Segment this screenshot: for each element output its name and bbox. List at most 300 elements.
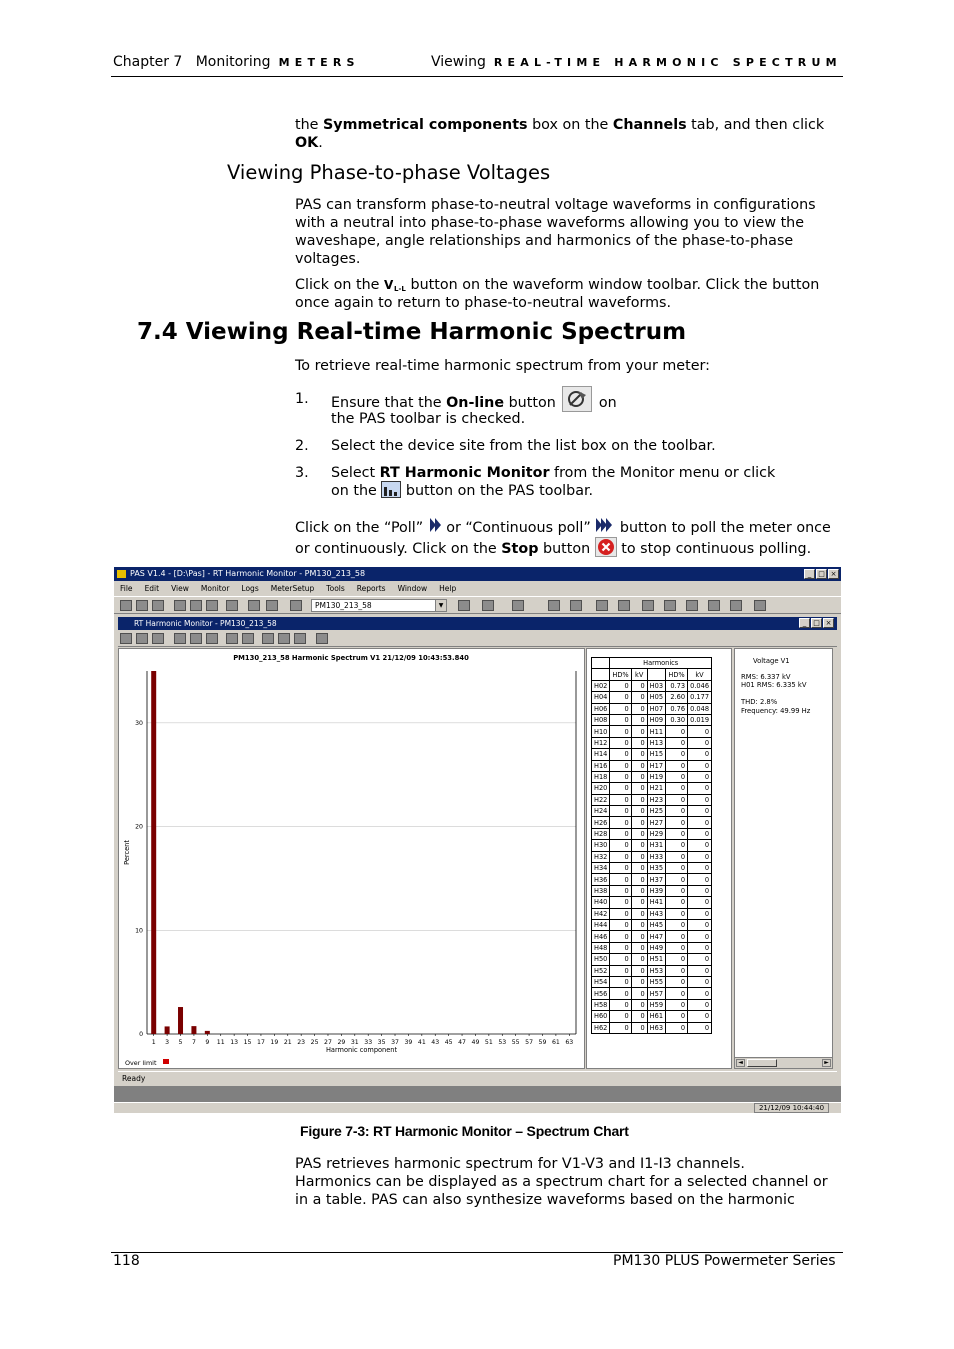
harmonic-order: H03 <box>647 680 665 691</box>
chapter-label: Chapter 7 <box>113 54 183 70</box>
table-cell: 0 <box>610 726 631 737</box>
menu-reports[interactable]: Reports <box>356 584 386 593</box>
save-icon[interactable] <box>136 600 148 611</box>
table-cell: 0 <box>610 897 631 908</box>
online-icon[interactable] <box>290 600 302 611</box>
table-row <box>592 999 712 1010</box>
preview-icon[interactable] <box>248 600 260 611</box>
harmonic-order: H22 <box>592 794 610 805</box>
harmonic-order: H33 <box>647 851 665 862</box>
table-cell: 0 <box>631 954 647 965</box>
x-tick-label: 9 <box>205 1039 210 1046</box>
x-tick-label: 43 <box>431 1039 440 1046</box>
harmonic-order: H15 <box>647 749 665 760</box>
table-cell: 0 <box>688 817 712 828</box>
step-3-number: 3. <box>295 465 309 481</box>
body-paragraph: PAS retrieves harmonic spectrum for V1-V3 and I1-I3 channels. Harmonics can be displayed as a spectrum chart for a selected channel or in a table. PAS can also synthesize waveforms based on the harmonic <box>295 1156 828 1208</box>
status-clock: 21/12/09 10:44:40 <box>754 1103 829 1113</box>
app-status-bar <box>114 1102 841 1113</box>
table-cell: 0 <box>631 714 647 725</box>
table-cell: 0 <box>666 908 688 919</box>
table-cell: 0.019 <box>688 714 712 725</box>
harmonic-order: H58 <box>592 999 610 1010</box>
table-cell: 0 <box>666 965 688 976</box>
harmonic-order: H24 <box>592 806 610 817</box>
table-cell: 0 <box>688 737 712 748</box>
topic-caps: REAL-TIME HARMONIC SPECTRUM <box>493 56 842 69</box>
table-cell: 0 <box>610 783 631 794</box>
table-cell: 0 <box>631 703 647 714</box>
info-h01: H01 RMS: 6.335 kV <box>741 681 807 689</box>
harmonic-order: H04 <box>592 692 610 703</box>
y-tick-label: 20 <box>135 823 143 831</box>
table-row <box>592 726 712 737</box>
properties-icon[interactable] <box>266 600 278 611</box>
table-cell: 0 <box>666 874 688 885</box>
harmonic-order: H41 <box>647 897 665 908</box>
table-row <box>592 817 712 828</box>
harmonic-order: H06 <box>592 703 610 714</box>
x-tick-label: 5 <box>178 1039 183 1046</box>
table-cell: 0 <box>631 680 647 691</box>
table-cell: 0 <box>688 726 712 737</box>
table-cell: 0 <box>610 794 631 805</box>
harmonic-order: H63 <box>647 1022 665 1033</box>
table-row <box>592 988 712 999</box>
table-cell: 0 <box>631 976 647 987</box>
table-cell: 0 <box>610 771 631 782</box>
x-tick-label: 19 <box>270 1039 279 1046</box>
table-cell: 0 <box>688 931 712 942</box>
table-cell: 0 <box>688 806 712 817</box>
table-cell: 0 <box>610 703 631 714</box>
svg-text:V: V <box>383 278 394 292</box>
stop-toolbar-icon[interactable] <box>294 633 306 644</box>
table-row <box>592 851 712 862</box>
x-tick-label: 59 <box>538 1039 547 1046</box>
table-cell: 0 <box>631 737 647 748</box>
table-cell: 0 <box>631 931 647 942</box>
vll-button-icon <box>384 277 406 293</box>
x-tick-label: 23 <box>297 1039 306 1046</box>
x-tick-label: 15 <box>243 1039 252 1046</box>
table-row <box>592 942 712 953</box>
x-tick-label: 3 <box>165 1039 170 1046</box>
harmonic-order: H43 <box>647 908 665 919</box>
save-all-icon[interactable] <box>152 600 164 611</box>
x-tick-label: 29 <box>337 1039 346 1046</box>
table-cell: 0 <box>610 931 631 942</box>
open-icon[interactable] <box>120 600 132 611</box>
menu-window[interactable]: Window <box>397 584 428 593</box>
subheading-phase-voltages: Viewing Phase-to-phase Voltages <box>227 161 551 184</box>
table-cell: 0 <box>688 954 712 965</box>
bar <box>165 1026 170 1034</box>
child-close-button[interactable]: × <box>823 618 834 628</box>
table-row <box>592 783 712 794</box>
harmonic-order: H59 <box>647 999 665 1010</box>
harmonic-order: H07 <box>647 703 665 714</box>
table-cell: 0 <box>688 976 712 987</box>
table-cell: 0 <box>631 817 647 828</box>
table-cell: 0 <box>666 794 688 805</box>
cut-icon[interactable] <box>174 600 186 611</box>
report-icon[interactable] <box>686 600 698 611</box>
table-cell: 0 <box>610 817 631 828</box>
x-tick-label: 7 <box>191 1039 196 1046</box>
table-header-row <box>592 669 712 680</box>
table-cell: 0 <box>666 726 688 737</box>
menu-logs[interactable]: Logs <box>241 584 259 593</box>
header-rule <box>111 76 843 77</box>
legend-label: Over limit <box>125 1059 157 1067</box>
table-row <box>592 794 712 805</box>
harmonic-order: H26 <box>592 817 610 828</box>
x-axis-label: Harmonic component <box>325 1046 398 1054</box>
monitor-icon[interactable] <box>482 600 494 611</box>
table-row <box>592 714 712 725</box>
info-pane <box>734 648 833 1069</box>
table-cell: 0 <box>666 954 688 965</box>
table-row <box>592 749 712 760</box>
help-toolbar-icon[interactable] <box>316 633 328 644</box>
harmonic-order: H14 <box>592 749 610 760</box>
table-cell: 0 <box>666 737 688 748</box>
harmonic-order: H38 <box>592 885 610 896</box>
bar <box>178 1007 183 1034</box>
table-cell: 0 <box>666 771 688 782</box>
table-cell: 0 <box>666 828 688 839</box>
harmonic-order: H37 <box>647 874 665 885</box>
table-row <box>592 1022 712 1033</box>
table-cell: 0 <box>688 965 712 976</box>
running-header-left <box>113 54 360 70</box>
table-cell: 0 <box>688 908 712 919</box>
menu-help[interactable]: Help <box>439 584 457 593</box>
device-icon[interactable] <box>512 600 524 611</box>
scroll-thumb[interactable] <box>747 1059 777 1067</box>
column-header: kV <box>631 669 647 680</box>
child-maximize-button[interactable]: □ <box>811 618 822 628</box>
paste-icon[interactable] <box>206 600 218 611</box>
chart-pane <box>118 648 585 1069</box>
harmonic-order: H18 <box>592 771 610 782</box>
table-cell: 0 <box>666 976 688 987</box>
poll-toolbar-icon[interactable] <box>262 633 274 644</box>
table-cell: 0 <box>666 1022 688 1033</box>
table-cell: 0 <box>610 806 631 817</box>
poll-paragraph: Click on the “Poll” or “Continuous poll” button to poll the meter once or continuously. Click on the Stop button to stop continuous polling. <box>295 519 843 559</box>
tool-icon[interactable] <box>642 600 654 611</box>
x-tick-label: 37 <box>391 1039 399 1046</box>
menu-metersetup[interactable]: MeterSetup <box>270 584 315 593</box>
harmonic-order: H34 <box>592 863 610 874</box>
chart-view-icon[interactable] <box>136 633 148 644</box>
table-cell: 0 <box>688 919 712 930</box>
close-button[interactable]: × <box>828 569 839 579</box>
harmonic-order: H19 <box>647 771 665 782</box>
menu-monitor[interactable]: Monitor <box>200 584 230 593</box>
table-corner <box>592 658 610 669</box>
harmonic-order: H46 <box>592 931 610 942</box>
table-row <box>592 897 712 908</box>
x-tick-label: 53 <box>498 1039 507 1046</box>
x-tick-label: 33 <box>364 1039 373 1046</box>
table-row <box>592 760 712 771</box>
section-heading: 7.4 Viewing Real-time Harmonic Spectrum <box>137 319 687 345</box>
harmonic-order: H50 <box>592 954 610 965</box>
table-title-row <box>592 658 712 669</box>
table-cell: 0 <box>631 1011 647 1022</box>
table-view-icon[interactable] <box>120 633 132 644</box>
fit-icon[interactable] <box>242 633 254 644</box>
table-cell: 0 <box>688 942 712 953</box>
table-cell: 0 <box>688 897 712 908</box>
table-cell: 0 <box>631 749 647 760</box>
harmonic-order: H52 <box>592 965 610 976</box>
pas-screenshot <box>114 567 841 1113</box>
table-cell: 0 <box>631 919 647 930</box>
image-icon[interactable] <box>548 600 560 611</box>
harmonic-order: H32 <box>592 851 610 862</box>
table-cell: 0 <box>666 840 688 851</box>
stop-square-icon[interactable] <box>618 600 630 611</box>
table-cell: 0 <box>610 714 631 725</box>
horizontal-scrollbar[interactable] <box>735 1057 832 1068</box>
table-row <box>592 931 712 942</box>
y-tick-label: 0 <box>139 1031 143 1038</box>
table-cell: 0 <box>610 965 631 976</box>
child-minimize-button[interactable]: _ <box>799 618 810 628</box>
table-row <box>592 771 712 782</box>
scroll-left-arrow[interactable]: ◄ <box>736 1059 745 1067</box>
bar <box>205 1031 210 1034</box>
zoom-icon[interactable] <box>226 633 238 644</box>
table-cell: 0 <box>688 988 712 999</box>
retrieve-paragraph: To retrieve real-time harmonic spectrum from your meter: <box>295 358 710 374</box>
x-tick-label: 27 <box>324 1039 332 1046</box>
gen-icon[interactable] <box>708 600 720 611</box>
table-cell: 0 <box>631 897 647 908</box>
menu-file[interactable]: File <box>120 584 133 593</box>
table-cell: 0 <box>666 749 688 760</box>
harmonic-order: H57 <box>647 988 665 999</box>
y-axis-label: Percent <box>123 840 131 865</box>
menu-bar <box>114 582 841 595</box>
table-row <box>592 828 712 839</box>
harmonic-order: H08 <box>592 714 610 725</box>
table-cell: 0.73 <box>666 680 688 691</box>
harmonic-order: H49 <box>647 942 665 953</box>
page-number: 118 <box>113 1253 140 1269</box>
step-1-text: Ensure that the On-line button on <box>331 390 617 416</box>
table-icon[interactable] <box>458 600 470 611</box>
table-header-blank <box>592 669 610 680</box>
table-cell: 0 <box>666 919 688 930</box>
table-cell: 0 <box>610 749 631 760</box>
table-cell: 2.60 <box>666 692 688 703</box>
menu-tools[interactable]: Tools <box>326 584 345 593</box>
x-tick-label: 57 <box>525 1039 534 1046</box>
table-cell: 0 <box>666 999 688 1010</box>
options-icon[interactable] <box>190 633 202 644</box>
table-cell: 0 <box>688 874 712 885</box>
x-tick-label: 13 <box>230 1039 239 1046</box>
table-row <box>592 1011 712 1022</box>
online-button-icon <box>562 386 592 412</box>
harmonic-order: H29 <box>647 828 665 839</box>
info-title: Voltage V1 <box>753 657 790 665</box>
maximize-button[interactable]: □ <box>816 569 827 579</box>
info-frequency: Frequency: 49.99 Hz <box>741 707 811 715</box>
app-icon <box>117 570 126 578</box>
chart-title: PM130_213_58 Harmonic Spectrum V1 21/12/09 10:43:53.840 <box>233 654 469 662</box>
table-cell: 0 <box>666 897 688 908</box>
step-3-text: Select RT Harmonic Monitor from the Monitor menu or click <box>331 465 776 481</box>
monitor-toolbar <box>118 631 837 647</box>
table-cell: 0 <box>610 680 631 691</box>
table-cell: 0 <box>688 863 712 874</box>
bar <box>191 1026 196 1034</box>
table-cell: 0 <box>666 817 688 828</box>
table-header-blank <box>647 669 665 680</box>
table-cell: 0.30 <box>666 714 688 725</box>
setup-icon[interactable] <box>206 633 218 644</box>
column-header: HD% <box>666 669 688 680</box>
table-cell: 0 <box>610 760 631 771</box>
y-tick-label: 10 <box>135 927 143 935</box>
harmonic-order: H10 <box>592 726 610 737</box>
table-cell: 0 <box>610 885 631 896</box>
table-cell: 0 <box>666 988 688 999</box>
info-rms: RMS: 6.337 kV <box>741 673 791 681</box>
grid-icon[interactable] <box>664 600 676 611</box>
harmonic-order: H30 <box>592 840 610 851</box>
help-icon[interactable] <box>754 600 766 611</box>
column-header: kV <box>688 669 712 680</box>
table-cell: 0 <box>666 760 688 771</box>
table-cell: 0 <box>688 840 712 851</box>
table-cell: 0 <box>631 851 647 862</box>
status-text: Ready <box>122 1074 146 1083</box>
x-tick-label: 21 <box>283 1039 292 1046</box>
table-row <box>592 965 712 976</box>
topic-label: Viewing <box>431 54 486 70</box>
table-cell: 0 <box>610 863 631 874</box>
copy-icon[interactable] <box>190 600 202 611</box>
table-cell: 0 <box>631 783 647 794</box>
info-thd: THD: 2.8% <box>741 698 778 706</box>
app-title: PAS V1.4 - [D:\Pas] - RT Harmonic Monitor - PM130_213_58 <box>130 569 366 578</box>
legend-swatch <box>163 1059 169 1064</box>
mail-icon[interactable] <box>570 600 582 611</box>
x-tick-label: 1 <box>151 1039 156 1046</box>
x-tick-label: 17 <box>257 1039 265 1046</box>
table-cell: 0 <box>610 919 631 930</box>
table-cell: 0 <box>610 908 631 919</box>
delete-icon[interactable] <box>596 600 608 611</box>
menu-view[interactable]: View <box>171 584 189 593</box>
table-cell: 0.048 <box>688 703 712 714</box>
table-row <box>592 692 712 703</box>
step-2-number: 2. <box>295 438 309 454</box>
table-cell: 0 <box>688 794 712 805</box>
harmonic-order: H48 <box>592 942 610 953</box>
stop-icon <box>595 537 617 557</box>
harmonic-order: H12 <box>592 737 610 748</box>
x-tick-label: 47 <box>458 1039 466 1046</box>
table-row <box>592 954 712 965</box>
harmonic-order: H31 <box>647 840 665 851</box>
scroll-right-arrow[interactable]: ► <box>822 1059 831 1067</box>
table-cell: 0 <box>610 851 631 862</box>
running-header-right <box>431 54 842 70</box>
harmonic-order: H11 <box>647 726 665 737</box>
table-cell: 0 <box>610 840 631 851</box>
harmonic-order: H27 <box>647 817 665 828</box>
svg-text:L-L: L-L <box>393 285 406 293</box>
table-cell: 0 <box>688 885 712 896</box>
menu-edit[interactable]: Edit <box>144 584 160 593</box>
table-cell: 0 <box>666 942 688 953</box>
x-tick-label: 31 <box>350 1039 359 1046</box>
site-select[interactable]: PM130_213_58 ▼ <box>311 599 447 612</box>
table-title: Harmonics <box>610 658 712 669</box>
table-cell: 0 <box>688 828 712 839</box>
harmonic-order: H61 <box>647 1011 665 1022</box>
harmonic-order: H16 <box>592 760 610 771</box>
harmonic-order: H28 <box>592 828 610 839</box>
x-tick-label: 61 <box>551 1039 560 1046</box>
y-tick-label: 30 <box>135 719 143 727</box>
chevron-down-icon[interactable]: ▼ <box>435 600 446 611</box>
step-2-text: Select the device site from the list box on the toolbar. <box>331 438 716 454</box>
harmonic-order: H56 <box>592 988 610 999</box>
table-row <box>592 703 712 714</box>
minimize-button[interactable]: _ <box>804 569 815 579</box>
table-cell: 0 <box>610 942 631 953</box>
harmonic-order: H36 <box>592 874 610 885</box>
table-row <box>592 976 712 987</box>
table-cell: 0 <box>666 851 688 862</box>
waveform-icon[interactable] <box>152 633 164 644</box>
table-cell: 0 <box>631 760 647 771</box>
channels-icon[interactable] <box>174 633 186 644</box>
x-tick-label: 39 <box>404 1039 413 1046</box>
harmonic-order: H53 <box>647 965 665 976</box>
table-cell: 0 <box>631 908 647 919</box>
table-cell: 0 <box>631 828 647 839</box>
table-cell: 0 <box>631 840 647 851</box>
section-label: Monitoring <box>195 54 271 70</box>
table-cell: 0 <box>688 783 712 794</box>
child-window-title: RT Harmonic Monitor - PM130_213_58 _ □ × <box>118 617 837 630</box>
table-cell: 0 <box>666 783 688 794</box>
column-header: HD% <box>610 669 631 680</box>
continuous-poll-toolbar-icon[interactable] <box>278 633 290 644</box>
print-icon[interactable] <box>226 600 238 611</box>
harmonic-order: H54 <box>592 976 610 987</box>
continuous-poll-icon <box>595 517 615 534</box>
harmonic-order: H39 <box>647 885 665 896</box>
table-cell: 0 <box>610 954 631 965</box>
table-cell: 0 <box>631 806 647 817</box>
table-cell: 0 <box>666 863 688 874</box>
x-tick-label: 11 <box>216 1039 225 1046</box>
x-tick-label: 25 <box>310 1039 319 1046</box>
log-icon[interactable] <box>730 600 742 611</box>
step-1-line2: the PAS toolbar is checked. <box>331 411 526 427</box>
